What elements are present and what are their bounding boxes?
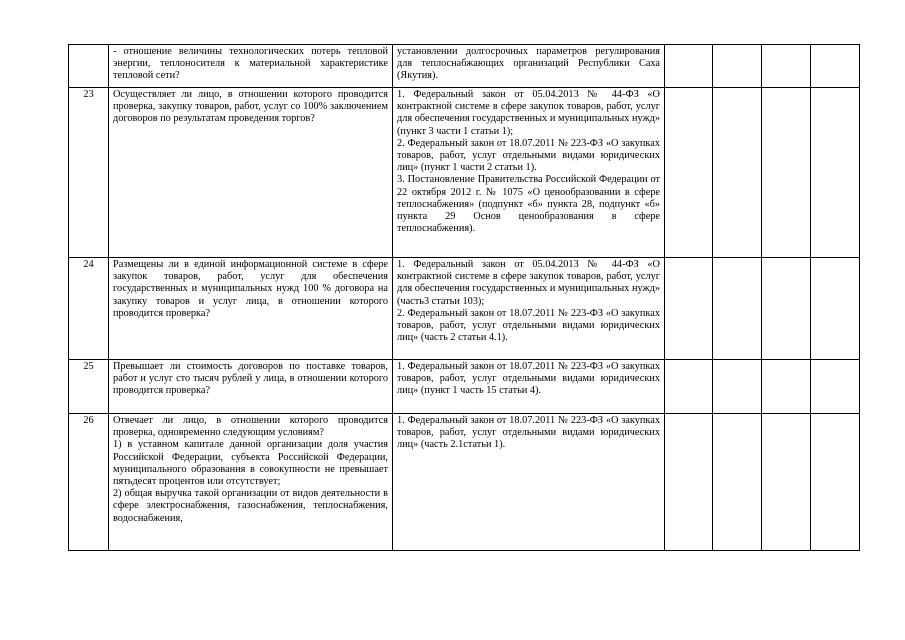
question-text: Размещены ли в единой информационной системе в сфере закупок товаров, работ, услуг для обеспечения государственных и муниципальных нужд 100 % договора на закупку товаров и услуг лица, в отношении которого проводится проверка? <box>113 259 388 319</box>
empty-answer-cell <box>762 258 811 360</box>
table-row <box>69 414 860 551</box>
question-text: Превышает ли стоимость договоров по поставке товаров, работ и услуг сто тысяч рублей у лица, в отношении которого проводится проверка? <box>113 361 388 397</box>
question-text: Отвечает ли лицо, в отношении которого проводится проверка, одновременно следующим условиям? <box>113 415 388 439</box>
row-number-cell: 25 <box>69 360 109 414</box>
row-number-cell <box>69 45 109 88</box>
empty-answer-cell <box>811 258 860 360</box>
empty-answer-cell <box>713 258 762 360</box>
table-row <box>69 360 860 414</box>
question-text: - отношение величины технологических потерь тепловой энергии, теплоносителя к материальной характеристике тепловой сети? <box>113 46 388 82</box>
row-number-cell: 24 <box>69 258 109 360</box>
legal-basis-cell <box>393 258 665 360</box>
empty-answer-cell <box>665 258 713 360</box>
question-text: Осуществляет ли лицо, в отношении которого проводится проверка, закупку товаров, работ, услуг со 100% заключением договоров по результатам проведения торгов? <box>113 89 388 125</box>
question-cell <box>109 360 393 414</box>
legal-basis-text: 1. Федеральный закон от 05.04.2013 № 44-ФЗ «О контрактной системе в сфере закупок товаров, работ, услуг для обеспечения государственных и муниципальных нужд» (часть3 статьи 103); <box>397 259 660 307</box>
legal-basis-text: 1. Федеральный закон от 18.07.2011 № 223-ФЗ «О закупках товаров, работ, услуг отдельными видами юридических лиц» (часть 2.1статьи 1). <box>397 415 660 451</box>
legal-basis-text: 2. Федеральный закон от 18.07.2011 № 223-ФЗ «О закупках товаров, работ, услуг отдельными видами юридических лиц» (пункт 1 части 2 статьи 1). <box>397 137 660 174</box>
legal-basis-cell <box>393 88 665 258</box>
legal-basis-cell <box>393 414 665 551</box>
checklist-table <box>68 44 860 551</box>
empty-answer-cell <box>665 88 713 258</box>
legal-basis-cell <box>393 45 665 88</box>
question-cell <box>109 88 393 258</box>
empty-answer-cell <box>713 88 762 258</box>
legal-basis-text: 2. Федеральный закон от 18.07.2011 № 223-ФЗ «О закупках товаров, работ, услуг отдельными видами юридических лиц» (часть 2 статьи 4.1). <box>397 307 660 344</box>
empty-answer-cell <box>713 360 762 414</box>
empty-answer-cell <box>762 414 811 551</box>
empty-answer-cell <box>811 88 860 258</box>
empty-answer-cell <box>811 45 860 88</box>
table-row <box>69 88 860 258</box>
empty-answer-cell <box>762 45 811 88</box>
question-text: 1) в уставном капитале данной организации доля участия Российской Федерации, субъекта Российской Федерации, муниципального образования в совокупности не превышает пятьдесят процентов или отсутствует; <box>113 439 388 488</box>
table-row <box>69 258 860 360</box>
empty-answer-cell <box>665 45 713 88</box>
legal-basis-text: 1. Федеральный закон от 05.04.2013 № 44-ФЗ «О контрактной системе в сфере закупок товаров, работ, услуг для обеспечения государственных и муниципальных нужд» (пункт 3 части 1 статьи 1); <box>397 89 660 137</box>
question-cell <box>109 45 393 88</box>
empty-answer-cell <box>665 360 713 414</box>
empty-answer-cell <box>713 414 762 551</box>
legal-basis-text: 3. Постановление Правительства Российской Федерации от 22 октября 2012 г. № 1075 «О ценообразовании в сфере теплоснабжения» (подпункт «б» пункта 28, подпункт «б» пункта 29 Основ ценообразования в сфере теплоснабжения). <box>397 174 660 235</box>
table-body <box>69 45 860 551</box>
empty-answer-cell <box>762 360 811 414</box>
row-number-cell: 26 <box>69 414 109 551</box>
question-text: 2) общая выручка такой организации от видов деятельности в сфере электроснабжения, газоснабжения, теплоснабжения, водоснабжения, <box>113 488 388 524</box>
row-number-cell: 23 <box>69 88 109 258</box>
empty-answer-cell <box>762 88 811 258</box>
table-row <box>69 45 860 88</box>
legal-basis-text: установлении долгосрочных параметров регулирования для теплоснабжающих организаций Республики Саха (Якутия). <box>397 46 660 82</box>
empty-answer-cell <box>665 414 713 551</box>
question-cell <box>109 414 393 551</box>
empty-answer-cell <box>811 414 860 551</box>
question-cell <box>109 258 393 360</box>
empty-answer-cell <box>713 45 762 88</box>
legal-basis-text: 1. Федеральный закон от 18.07.2011 № 223-ФЗ «О закупках товаров, работ, услуг отдельными видами юридических лиц» (пункт 1 часть 15 статьи 4). <box>397 361 660 397</box>
empty-answer-cell <box>811 360 860 414</box>
legal-basis-cell <box>393 360 665 414</box>
